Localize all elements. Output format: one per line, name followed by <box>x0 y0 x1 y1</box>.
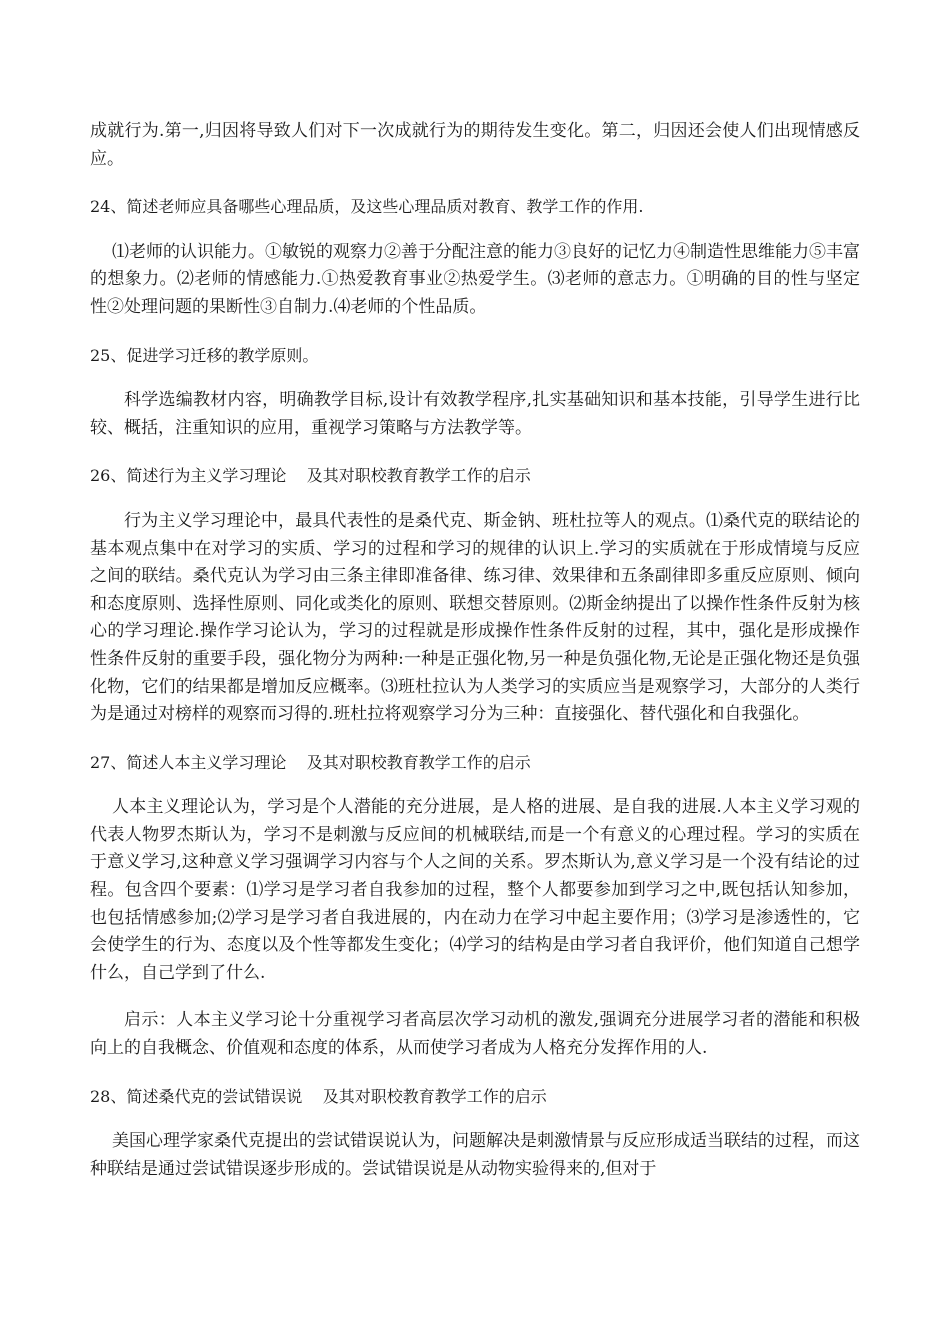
question-28-answer: 美国心理学家桑代克提出的尝试错误说认为，问题解决是刺激情景与反应形成适当联结的过程，而这种联结是通过尝试错误逐步形成的。尝试错误说是从动物实验得来的,但对于 <box>90 1131 860 1179</box>
question-27-insight: 启示：人本主义学习论十分重视学习者高层次学习动机的激发,强调充分进展学习者的潜能和积极向上的自我概念、价值观和态度的体系，从而使学习者成为人格充分发挥作用的人. <box>90 1010 860 1059</box>
question-25-answer: 科学选编教材内容，明确教学目标,设计有效教学程序,扎实基础知识和基本技能，引导学生进行比较、概括，注重知识的应用，重视学习策略与方法教学等。 <box>90 390 860 438</box>
question-26-answer: 行为主义学习理论中，最具代表性的是桑代克、斯金钠、班杜拉等人的观点。⑴桑代克的联结论的基本观点集中在对学习的实质、学习的过程和学习的规律的认识上.学习的实质就在于形成情境与反应之间的联结。桑代克认为学习由三条主律即准备律、练习律、效果律和五条副律即多重反应原则、倾向和态度原则、选择性原则、同化或类化的原则、联想交替原则。⑵斯金纳提出了以操作性条件反射为核心的学习理论.操作学习论认为，学习的过程就是形成操作性条件反射的过程，其中，强化是形成操作性条件反射的重要手段，强化物分为两种:一种是正强化物,另一种是负强化物,无论是正强化物还是负强化物，它们的结果都是增加反应概率。⑶班杜拉认为人类学习的实质应当是观察学习，大部分的人类行为是通过对榜样的观察而习得的.班杜拉将观察学习分为三种：直接强化、替代强化和自我强化。 <box>90 510 860 725</box>
intro-paragraph: 成就行为.第一,归因将导致人们对下一次成就行为的期待发生变化。第二，归因还会使人们出现情感反应。 <box>90 121 860 169</box>
question-27-answer: 人本主义理论认为，学习是个人潜能的充分进展，是人格的进展、是自我的进展.人本主义学习观的代表人物罗杰斯认为，学习不是刺激与反应间的机械联结,而是一个有意义的心理过程。学习的实质在于意义学习,这种意义学习强调学习内容与个人之间的关系。罗杰斯认为,意义学习是一个没有结论的过程。包含四个要素：⑴学习是学习者自我参加的过程，整个人都要参加到学习之中,既包括认知参加，也包括情感参加;⑵学习是学习者自我进展的，内在动力在学习中起主要作用；⑶学习是渗透性的，它会使学生的行为、态度以及个性等都发生变化；⑷学习的结构是由学习者自我评价，他们知道自己想学什么，自己学到了什么. <box>90 797 860 983</box>
question-24-answer: ⑴老师的认识能力。①敏锐的观察力②善于分配注意的能力③良好的记忆力④制造性思维能力⑤丰富的想象力。⑵老师的情感能力.①热爱教育事业②热爱学生。⑶老师的意志力。①明确的目的性与坚定性②处理问题的果断性③自制力.⑷老师的个性品质。 <box>90 241 860 317</box>
question-28-heading: 28、简述桑代克的尝试错误说 及其对职校教育教学工作的启示 <box>90 1086 547 1106</box>
question-24-heading: 24、简述老师应具备哪些心理品质，及这些心理品质对教育、教学工作的作用. <box>90 197 644 217</box>
question-25-heading: 25、促进学习迁移的教学原则。 <box>90 345 319 365</box>
question-27-heading: 27、简述人本主义学习理论 及其对职校教育教学工作的启示 <box>90 752 531 772</box>
question-26-heading: 26、简述行为主义学习理论 及其对职校教育教学工作的启示 <box>90 466 531 486</box>
document-page <box>90 118 860 1183</box>
